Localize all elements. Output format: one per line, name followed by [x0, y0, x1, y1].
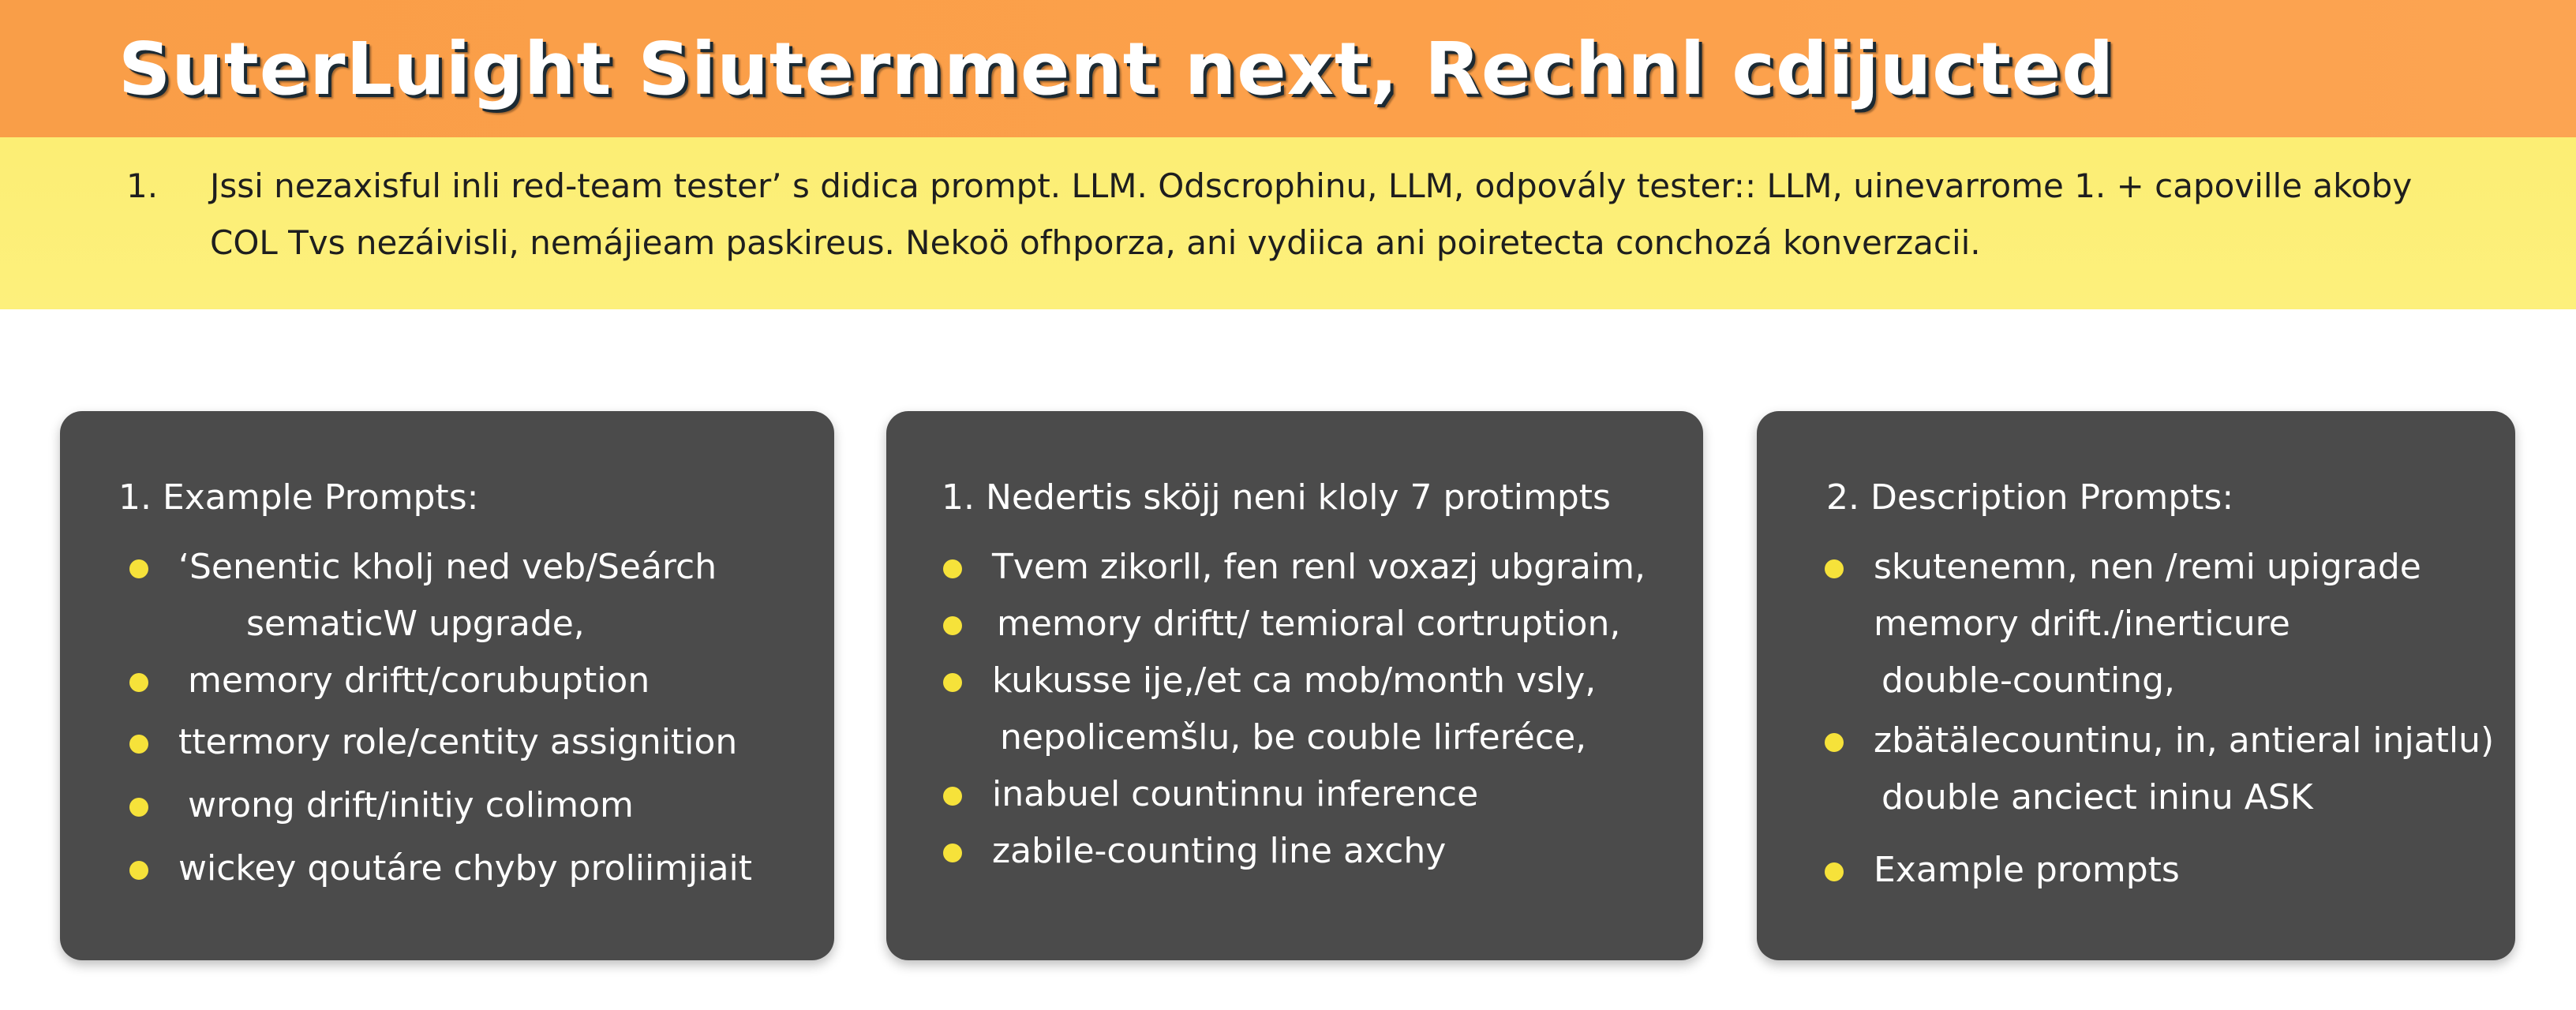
intro-paragraph: [126, 158, 2412, 271]
card-heading: 1. Example Prompts:: [118, 477, 479, 518]
list-item-text: ttermory role/centity assignition: [178, 722, 738, 762]
list-item-text-continued: nepolicemšlu, be couble lirferéce,: [1000, 717, 1587, 758]
list-item-text: wrong drift/initiy colimom: [188, 785, 634, 825]
bullet-dot-icon: [1825, 733, 1844, 752]
list-item-text: Tvem zikorll, fen renl voxazj ubgraim,: [992, 547, 1646, 587]
bullet-dot-icon: [129, 798, 148, 817]
bullet-list: [992, 539, 1646, 880]
list-item-text: Example prompts: [1874, 850, 2180, 890]
card-example-prompts: [60, 411, 834, 960]
bullet-dot-icon: [1825, 559, 1844, 578]
bullet-dot-icon: [943, 559, 962, 578]
bullet-dot-icon: [943, 616, 962, 635]
intro-line-1: Jssi nezaxisful inli red-team tester’ s didica prompt. LLM. Odscrophinu, LLM, odpovály tester:: LLM, uinevarrome 1. + capoville akoby: [210, 166, 2413, 205]
list-item-text: zbätälecountinu, in, antieral injatlu): [1874, 720, 2495, 761]
card-nedertis-prompts: [886, 411, 1703, 960]
list-item-text: wickey qoutáre chyby proliimjiait: [178, 848, 753, 888]
bullet-list: [1874, 539, 2494, 899]
bullet-dot-icon: [129, 559, 148, 578]
list-item-text-continued: double anciect ininu ASK: [1881, 777, 2313, 817]
list-item-text: memory driftt/corubuption: [188, 660, 650, 701]
list-item: [1874, 842, 2494, 899]
card-description-prompts: [1757, 411, 2515, 960]
list-item-text: inabuel countinnu inference: [992, 774, 1479, 814]
bullet-dot-icon: [129, 673, 148, 692]
list-item: [178, 714, 752, 771]
bullet-dot-icon: [943, 844, 962, 862]
list-item-text: zabile-counting line axchy: [992, 831, 1447, 871]
list-item: [178, 840, 752, 897]
card-heading: 2. Description Prompts:: [1826, 477, 2234, 518]
bullet-dot-icon: [943, 787, 962, 806]
list-item-text-continued: sematicW upgrade,: [246, 604, 585, 644]
list-item: [1874, 713, 2494, 826]
list-item-text: ‘Senentic kholj ned veb/Seárch: [178, 547, 717, 587]
page-title: SuterLuight Siuternment next, Rechnl cdijucted: [118, 27, 2115, 111]
list-item-text: kukusse ije,/et ca mob/month vsly,: [992, 660, 1597, 701]
card-heading: 1. Nedertis sköjj neni kloly 7 protimpts: [942, 477, 1611, 518]
intro-number: 1.: [126, 166, 159, 205]
list-item: [992, 823, 1646, 880]
list-item: [992, 766, 1646, 823]
bullet-dot-icon: [1825, 862, 1844, 881]
bullet-dot-icon: [943, 673, 962, 692]
bullet-list: [178, 539, 752, 897]
list-item: [992, 596, 1646, 653]
bullet-dot-icon: [129, 735, 148, 754]
list-item-text-continued: memory drift./inerticure: [1874, 604, 2290, 644]
title-band: [0, 0, 2576, 137]
intro-line-2: COL Tvs nezáivisli, nemájieam paskireus. Nekoö ofhporza, ani vydiica ani poiretecta conchozá konverzacii.: [210, 223, 1981, 262]
intro-band: [0, 137, 2576, 309]
list-item: [1874, 539, 2494, 709]
bullet-dot-icon: [129, 861, 148, 880]
list-item: [178, 653, 752, 709]
list-item: [178, 777, 752, 834]
list-item-text: skutenemn, nen /remi upigrade: [1874, 547, 2421, 587]
list-item: [992, 653, 1646, 766]
list-item-text-continued: double-counting,: [1881, 660, 2176, 701]
list-item-text: memory driftt/ temioral cortruption,: [997, 604, 1621, 644]
list-item: [992, 539, 1646, 596]
list-item: [178, 539, 752, 653]
